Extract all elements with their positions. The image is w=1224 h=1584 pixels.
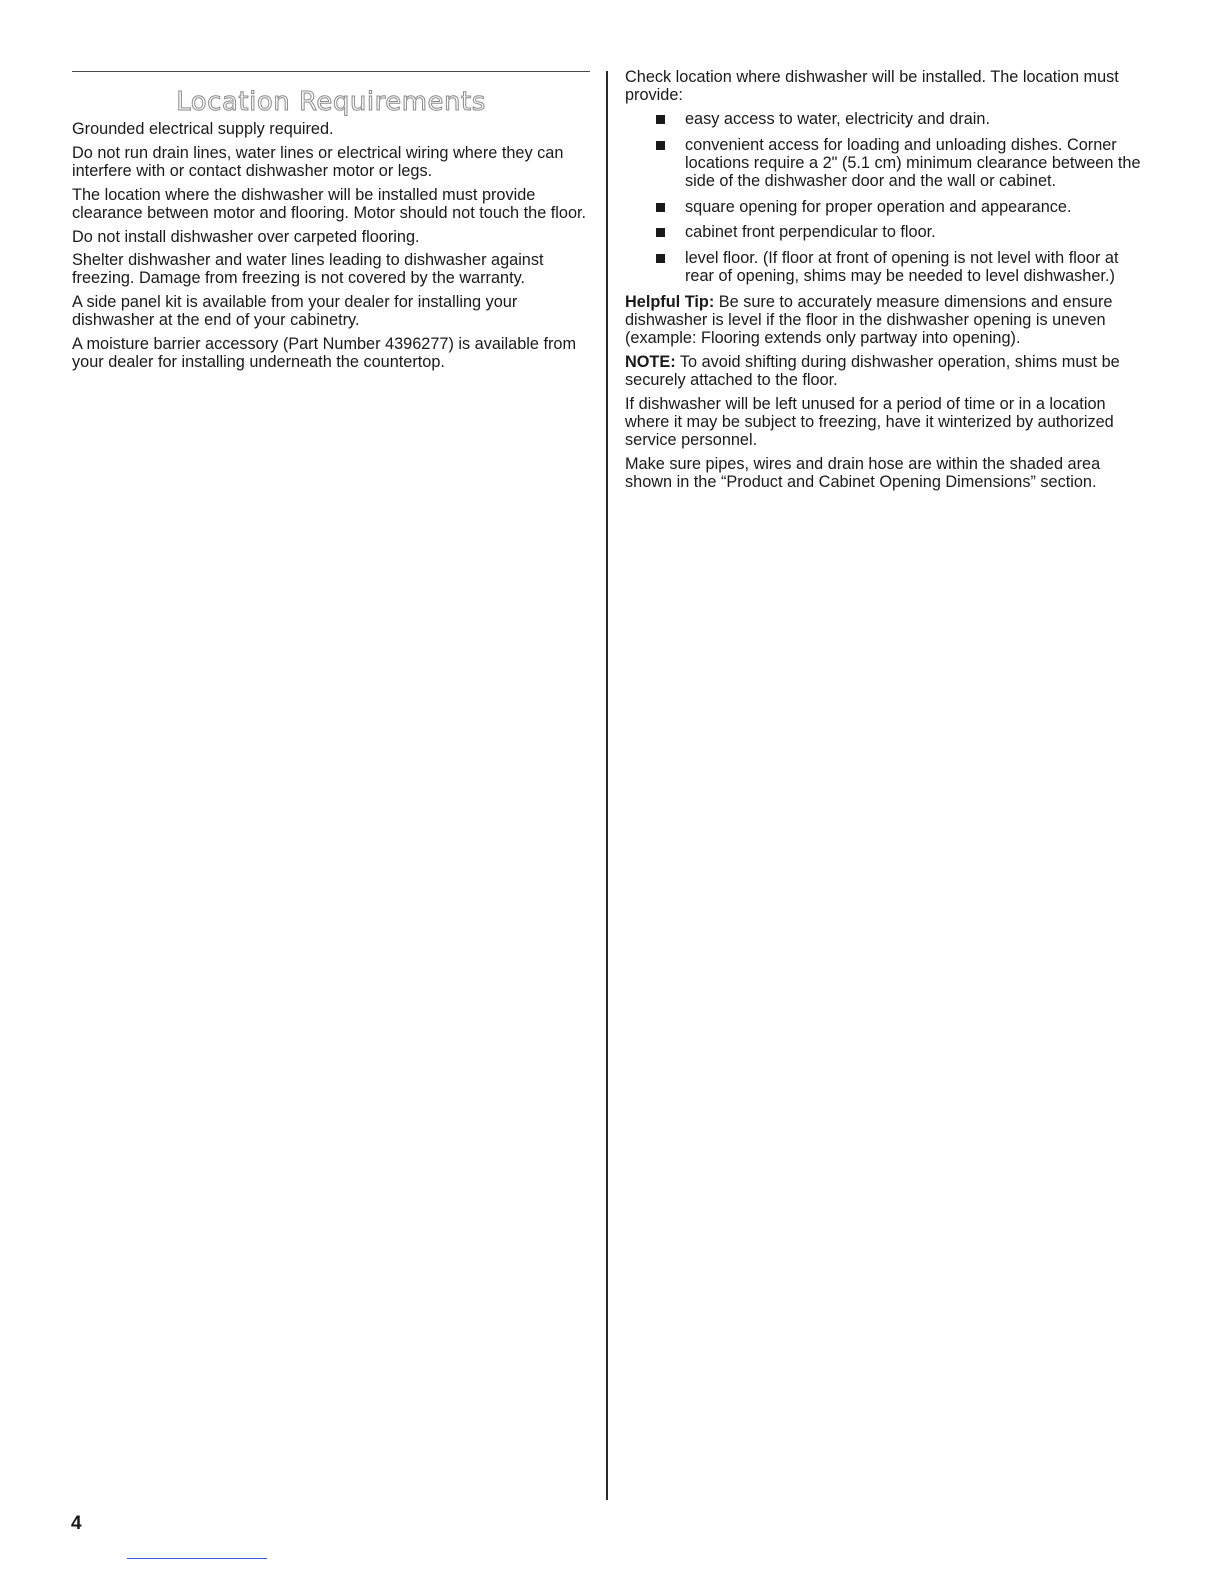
note-paragraph (625, 353, 1145, 389)
requirement-paragraph: A side panel kit is available from your dealer for installing your dishwasher at the end of your cabinetry. (72, 293, 518, 330)
section-top-rule (72, 71, 590, 72)
shaded-area-paragraph: Make sure pipes, wires and drain hose are within the shaded area shown in the “Product and Cabinet Opening Dimensions” section. (625, 455, 1101, 492)
square-bullet-icon (656, 141, 665, 150)
list-item-text: cabinet front perpendicular to floor. (685, 223, 936, 242)
helpful-tip-label: Helpful Tip: (625, 293, 715, 312)
left-column (72, 71, 590, 377)
list-item-text: easy access to water, electricity and drain. (685, 109, 990, 128)
note-text: To avoid shifting during dishwasher operation, shims must be securely attached to the floor. (625, 353, 1120, 390)
list-item-text: square opening for proper operation and appearance. (685, 197, 1072, 216)
helpful-tip-text: Be sure to accurately measure dimensions and ensure dishwasher is level if the floor in the dishwasher opening is uneven (example: Flooring extends only partway into opening). (625, 293, 1113, 348)
list-item (625, 110, 1145, 128)
requirement-paragraph: Shelter dishwasher and water lines leading to dishwasher against freezing. Damage from freezing is not covered by the warranty. (72, 251, 544, 288)
requirement-paragraph: A moisture barrier accessory (Part Number 4396277) is available from your dealer for installing underneath the countertop. (72, 335, 577, 372)
page-number: 4 (71, 1513, 82, 1534)
list-item (625, 136, 1145, 191)
square-bullet-icon (656, 203, 665, 212)
list-item (625, 223, 1145, 241)
location-bullet-list (625, 110, 1145, 286)
right-column (625, 68, 1145, 497)
note-label: NOTE: (625, 353, 676, 372)
list-item (625, 249, 1145, 285)
section-title: Location Requirements (176, 87, 486, 117)
requirement-paragraph: The location where the dishwasher will be installed must provide clearance between motor and flooring. Motor should not touch the floor. (72, 185, 587, 222)
intro-paragraph: Check location where dishwasher will be installed. The location must provide: (625, 68, 1119, 105)
helpful-tip-paragraph (625, 293, 1145, 348)
list-item-text: convenient access for loading and unloading dishes. Corner locations require a 2" (5.1 cm) minimum clearance between the side of the dishwasher door and the wall or cabinet. (685, 135, 1141, 191)
column-divider (606, 71, 608, 1500)
requirement-paragraph: Do not run drain lines, water lines or electrical wiring where they can interfere with or contact dishwasher motor or legs. (72, 143, 564, 180)
list-item-text: level floor. (If floor at front of opening is not level with floor at rear of opening, shims may be needed to level dishwasher.) (685, 249, 1119, 286)
square-bullet-icon (656, 254, 665, 263)
square-bullet-icon (656, 115, 665, 124)
square-bullet-icon (656, 228, 665, 237)
footer-rule (127, 1558, 267, 1559)
list-item (625, 198, 1145, 216)
winterize-paragraph: If dishwasher will be left unused for a period of time or in a location where it may be subject to freezing, have it winterized by authorized service personnel. (625, 395, 1114, 450)
requirement-paragraph: Grounded electrical supply required. (72, 120, 334, 138)
requirement-paragraph: Do not install dishwasher over carpeted flooring. (72, 227, 420, 246)
